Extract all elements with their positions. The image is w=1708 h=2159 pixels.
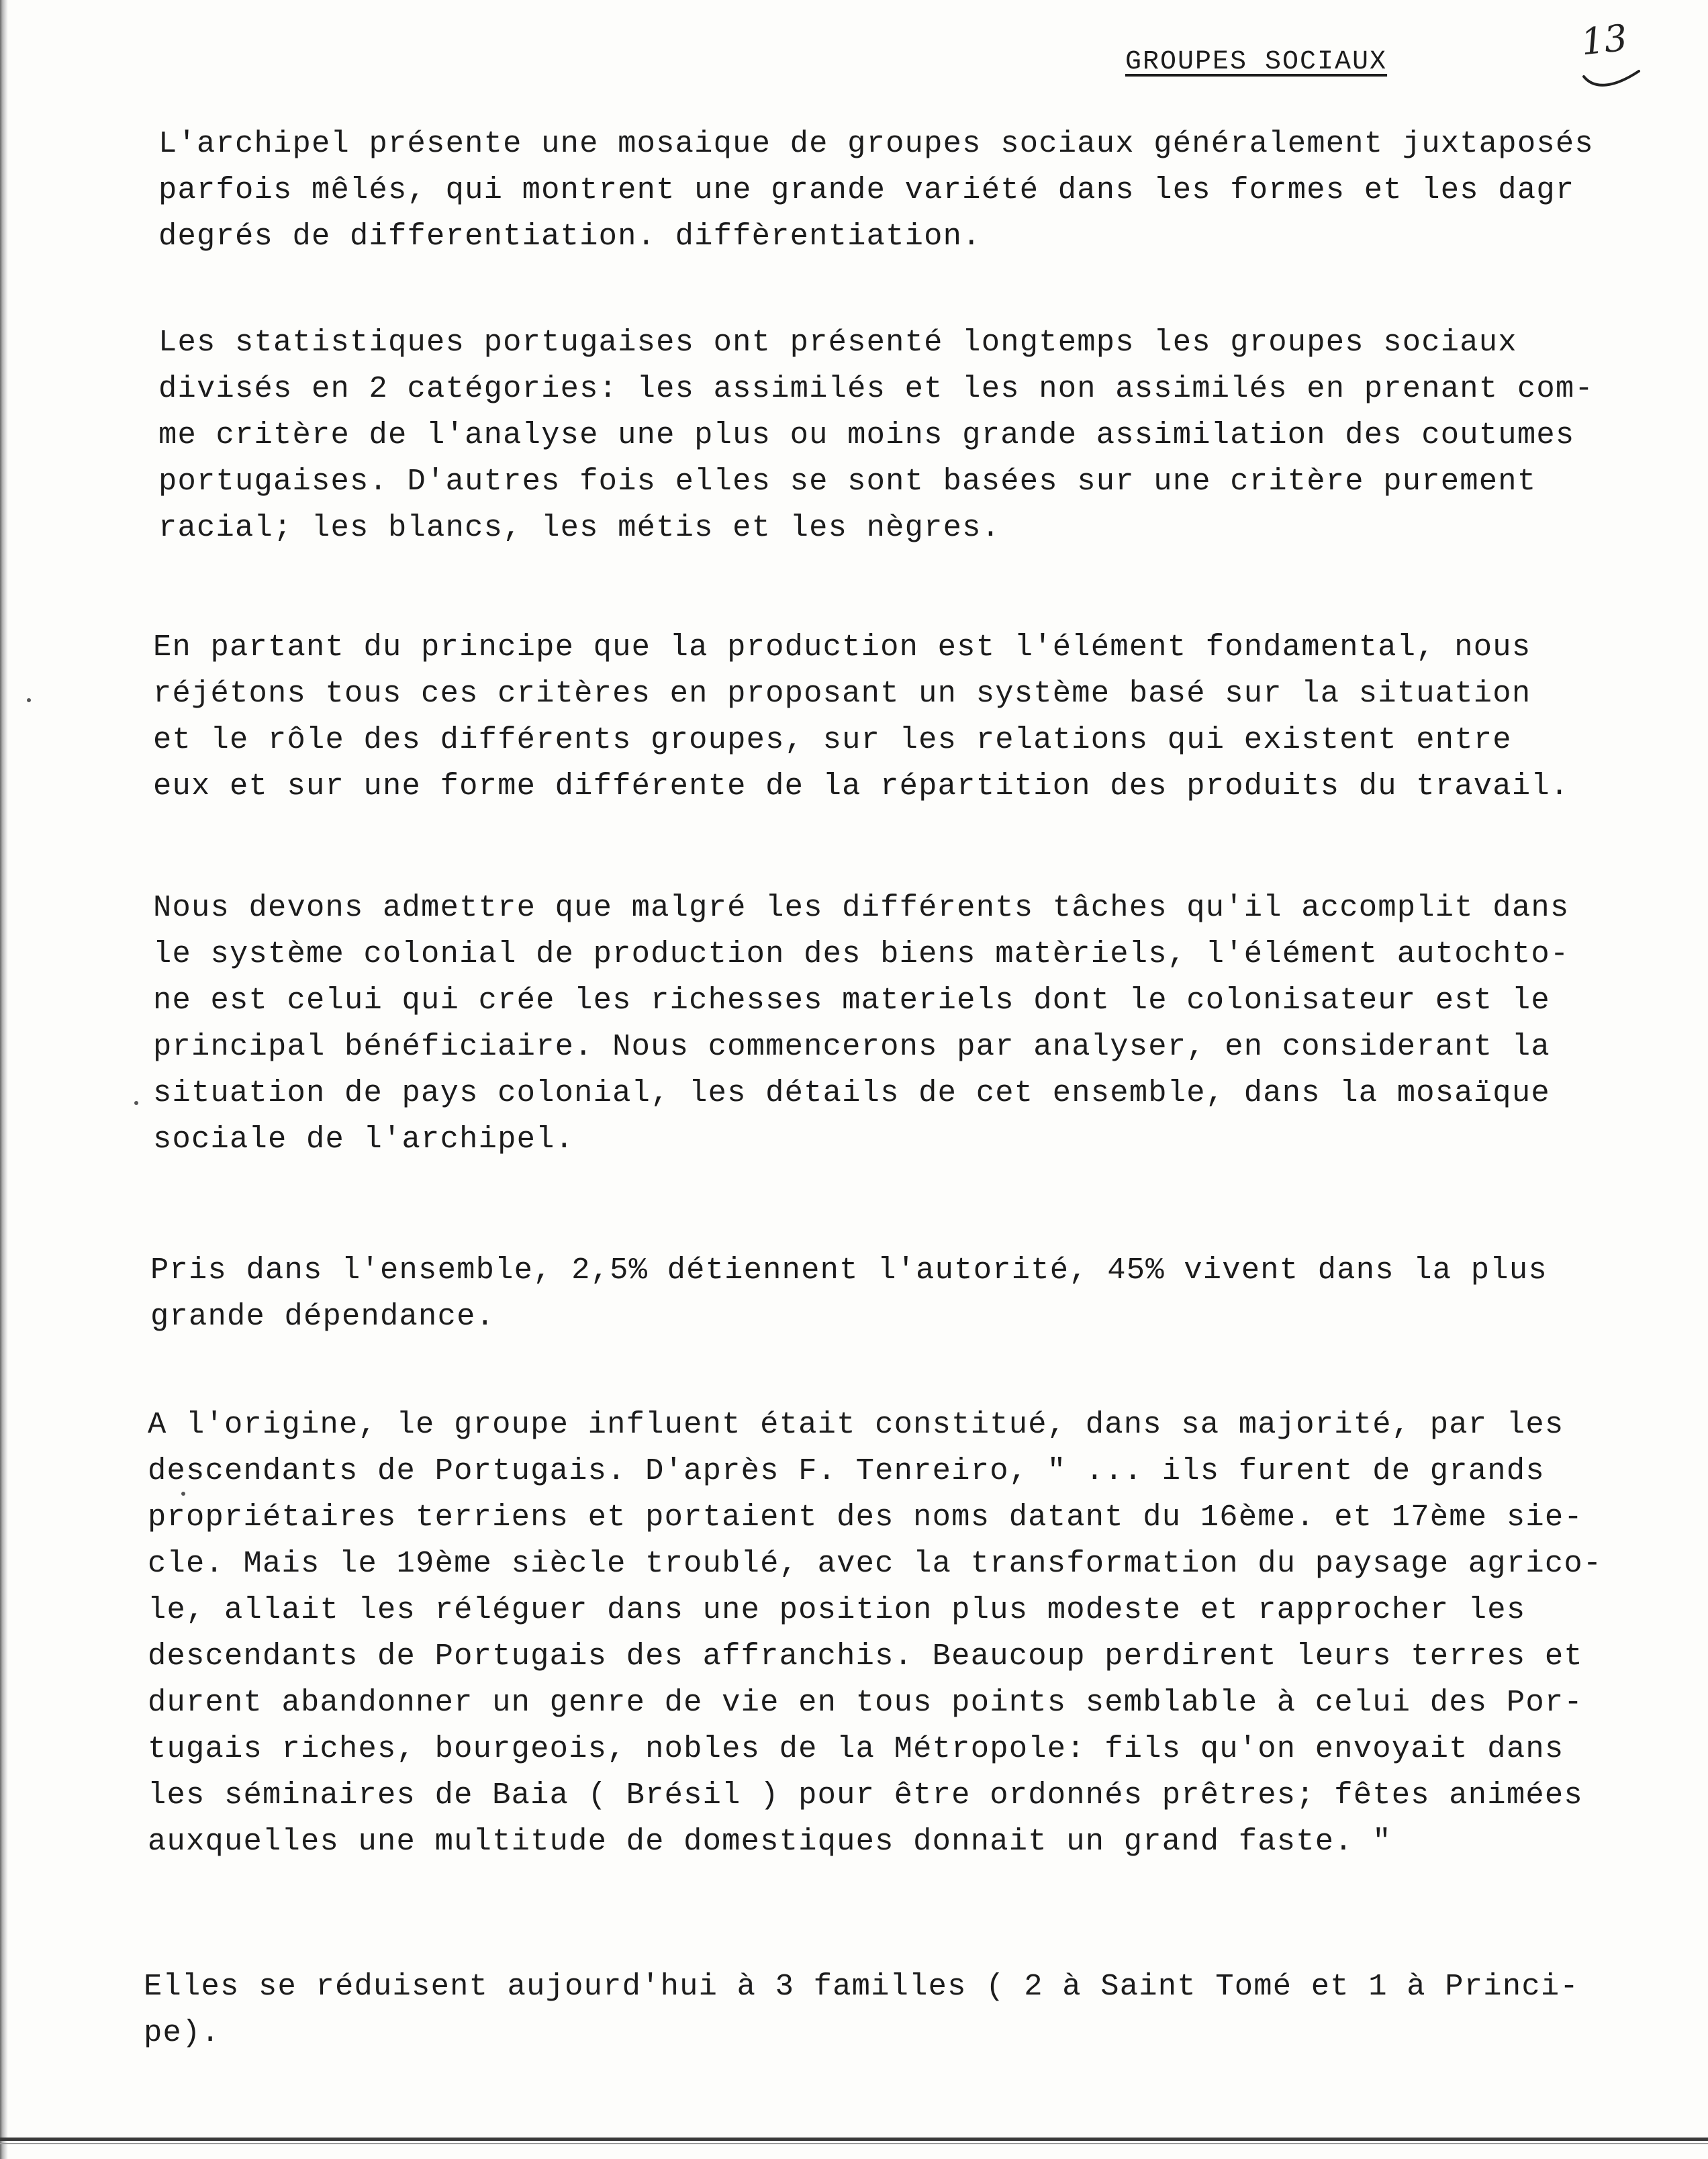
handwritten-page-number: 13 <box>1578 16 1629 64</box>
page-title: GROUPES SOCIAUX <box>1125 47 1388 77</box>
paragraph-intro: L'archipel présente une mosaique de groupes sociaux généralement juxtaposés parfois mêlés, qui montrent une grande variété dans les formes et les dagr degrés de differentiation. diffèrentiation. <box>158 126 1594 254</box>
scan-speck <box>134 1101 138 1105</box>
paragraph-principle: En partant du principe que la production est l'élément fondamental, nous réjétons tous ces critères en proposant un système basé sur la situation et le rôle des différents groupes, sur les relations qui existent entre eux et sur une forme différente de la répartition des produits du travail. <box>153 630 1570 804</box>
paragraph-families: Elles se réduisent aujourd'hui à 3 familles ( 2 à Saint Tomé et 1 à Princi- pe). <box>144 1969 1579 2050</box>
scan-left-edge <box>0 0 8 2159</box>
paragraph-origin-quote: A l'origine, le groupe influent était constitué, dans sa majorité, par les descendants de Portugais. D'après F. Tenreiro, " ... ils furent de grands propriétaires terriens et portaient des noms datant du 16ème. et 17ème sie- cle. Mais le 19ème siècle troublé, avec la transformation du paysage agrico- le, allait les réléguer dans une position plus modeste et rapprocher les descendants de Portugais des affranchis. Beaucoup perdirent leurs terres et durent abandonner un genre de vie en tous points semblable à celui des Por- tugais riches, bourgeois, nobles de la Métropole: fils qu'on envoyait dans les séminaires de Baia ( Brésil ) pour être ordonnés prêtres; fêtes animées auxquelles une multitude de domestiques donnait un grand faste. " <box>148 1407 1603 1859</box>
bottom-border-line-shadow <box>0 2143 1708 2144</box>
scan-speck <box>27 698 31 702</box>
bottom-border-line <box>0 2138 1708 2141</box>
paragraph-colonial-system: Nous devons admettre que malgré les différents tâches qu'il accomplit dans le système colonial de production des biens matèriels, l'élément autochto- ne est celui qui crée les richesses materiels dont le colonisateur est le principal bénéficiaire. Nous commencerons par analyser, en considerant la situation de pays colonial, les détails de cet ensemble, dans la mosaïque sociale de l'archipel. <box>153 890 1570 1157</box>
paragraph-percentages: Pris dans l'ensemble, 2,5% détiennent l'autorité, 45% vivent dans la plus grande dépendance. <box>150 1253 1548 1334</box>
scan-speck <box>181 1492 185 1496</box>
handwritten-underline-mark <box>1581 67 1642 94</box>
paragraph-statistics: Les statistiques portugaises ont présenté longtemps les groupes sociaux divisés en 2 catégories: les assimilés et les non assimilés en prenant com- me critère de l'analyse une plus ou moins grande assimilation des coutumes portugaises. D'autres fois elles se sont basées sur une critère purement racial; les blancs, les métis et les nègres. <box>158 325 1594 545</box>
